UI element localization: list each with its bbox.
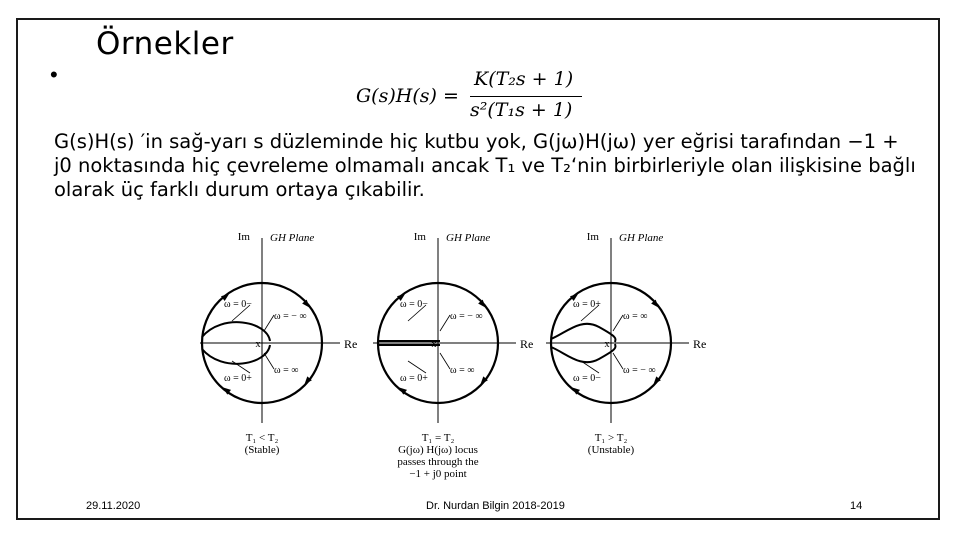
formula-denominator: s²(T₁s + 1) — [470, 99, 573, 121]
omega-label-upper-left: ω = 0− — [400, 299, 428, 310]
footer-page-number: 14 — [850, 500, 863, 512]
fraction-bar — [470, 96, 582, 97]
transfer-function-formula — [356, 68, 596, 126]
diagram-caption: passes through the — [397, 456, 479, 468]
diagram-caption: T₁ < T₂ — [245, 432, 279, 444]
diagram-caption: (Stable) — [244, 444, 280, 456]
re-axis-label: Re — [520, 337, 534, 351]
minus-one-point: x — [255, 339, 261, 350]
formula-lhs: G(s)H(s) = — [356, 85, 459, 107]
omega-label-lower-right: ω = ∞ — [274, 365, 299, 376]
body-paragraph — [54, 130, 916, 202]
omega-label-upper-right: ω = − ∞ — [274, 311, 307, 322]
leader-line — [264, 315, 274, 331]
omega-label-upper-right: ω = − ∞ — [450, 311, 483, 322]
bullet: • — [50, 62, 58, 87]
paragraph-line: G(s)H(s) ′in sağ-yarı s düzleminde hiç kutbu yok, G(jω)H(jω) yer eğrisi tarafından −1 + — [54, 130, 899, 153]
nyquist-figure — [200, 224, 740, 484]
omega-label-lower-right: ω = ∞ — [450, 365, 475, 376]
leader-line — [440, 315, 450, 331]
im-axis-label: Im — [586, 231, 599, 243]
footer-date: 29.11.2020 — [86, 500, 141, 512]
plane-label: GH Plane — [446, 232, 491, 244]
leader-line — [613, 315, 623, 331]
diagram-caption: T₁ > T₂ — [594, 432, 628, 444]
re-axis-label: Re — [693, 337, 707, 351]
re-axis-label: Re — [344, 337, 358, 351]
omega-label-upper-left: ω = 0+ — [573, 299, 601, 310]
diagram-caption: −1 + j0 point — [409, 468, 467, 480]
omega-label-upper-right: ω = ∞ — [623, 311, 648, 322]
omega-label-lower-left: ω = 0+ — [224, 373, 252, 384]
diagram-caption: (Unstable) — [587, 444, 635, 456]
im-axis-label: Im — [237, 231, 250, 243]
slide-title: Örnekler — [96, 26, 234, 62]
omega-label-upper-left: ω = 0− — [224, 299, 252, 310]
omega-label-lower-right: ω = − ∞ — [623, 365, 656, 376]
minus-one-point: x — [431, 339, 437, 350]
footer-author: Dr. Nurdan Bilgin 2018-2019 — [426, 500, 565, 512]
leader-line — [264, 353, 274, 369]
leader-line — [613, 353, 623, 369]
leader-line — [408, 361, 426, 373]
paragraph-line: olarak üç farklı durum ortaya çıkabilir. — [54, 178, 425, 201]
plane-label: GH Plane — [619, 232, 664, 244]
leader-line — [440, 353, 450, 369]
omega-label-lower-left: ω = 0− — [573, 373, 601, 384]
nyquist-diagrams — [200, 224, 740, 484]
diagram-caption: G(jω) H(jω) locus — [398, 444, 478, 456]
paragraph-line: j0 noktasında hiç çevreleme olmamalı ancak T₁ ve T₂‘nin birbirleriyle olan ilişkisine bağlı — [54, 154, 916, 177]
diagram-caption: T₁ = T₂ — [421, 432, 455, 444]
formula-numerator: K(T₂s + 1) — [474, 68, 574, 90]
im-axis-label: Im — [413, 231, 426, 243]
minus-one-point: x — [604, 339, 610, 350]
omega-label-lower-left: ω = 0+ — [400, 373, 428, 384]
plane-label: GH Plane — [270, 232, 315, 244]
